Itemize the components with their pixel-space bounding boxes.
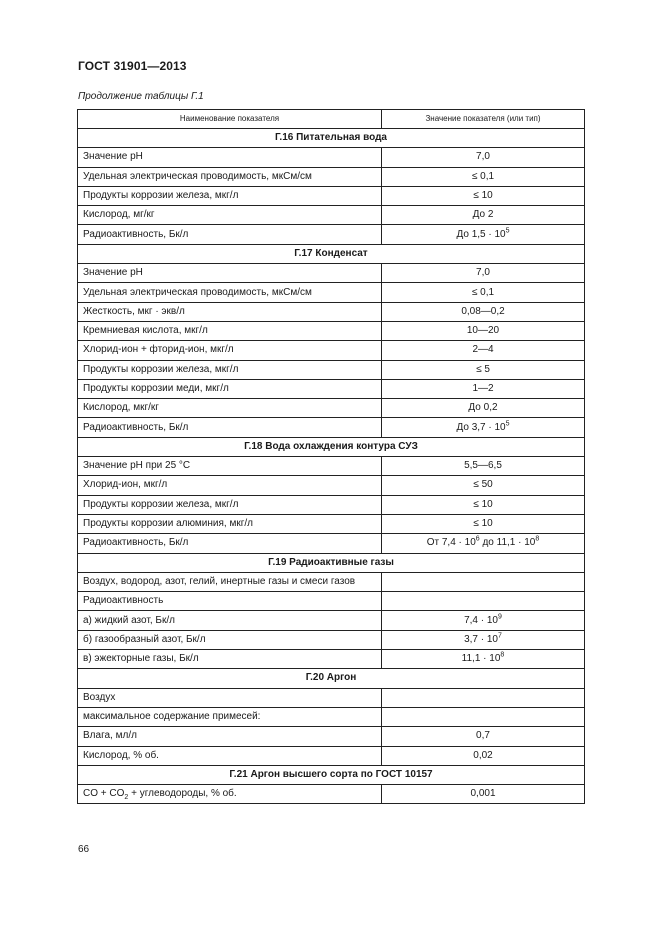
indicator-name-text: Кислород, % об. [83, 749, 159, 761]
table-row [78, 399, 585, 418]
table-row [78, 206, 585, 225]
indicator-name-text: а) жидкий азот, Бк/л [83, 614, 175, 626]
indicator-value [382, 707, 585, 726]
indicator-name [78, 572, 382, 591]
indicator-name-text: Продукты коррозии железа, мкг/л [83, 498, 239, 510]
table-row [78, 785, 585, 804]
table-row [78, 572, 585, 591]
indicator-value-text: ≤ 10 [473, 518, 493, 530]
indicator-value-text: 0,08—0,2 [461, 305, 505, 317]
indicator-value [382, 592, 585, 611]
table-row [78, 341, 585, 360]
indicator-name [78, 707, 382, 726]
indicator-value-text: 1—2 [472, 383, 494, 394]
indicator-name [78, 785, 382, 804]
table-row [78, 650, 585, 669]
table-row [78, 534, 585, 553]
indicator-value-text: ≤ 0,1 [471, 170, 495, 182]
indicator-name-text: Кислород, мкг/кг [83, 402, 159, 414]
indicator-name [78, 341, 382, 360]
indicator-value [382, 321, 585, 340]
indicator-value [382, 225, 585, 244]
indicator-value [382, 264, 585, 283]
indicator-name [78, 206, 382, 225]
indicator-value [382, 785, 585, 804]
indicator-value [382, 206, 585, 225]
indicator-value-text: 0,02 [473, 749, 493, 761]
indicator-value-text: ≤ 0,1 [471, 286, 495, 298]
indicator-name-text: Радиоактивность, Бк/л [83, 421, 189, 433]
indicator-name [78, 611, 382, 630]
indicator-name-text: Значение pH [83, 151, 143, 163]
section-title: Г.20 Аргон [78, 669, 585, 688]
table-row [78, 611, 585, 630]
indicator-name-text: CO + CO [83, 788, 125, 800]
indicator-name-text: Продукты коррозии алюминия, мкг/л [83, 518, 253, 530]
section-header-row [78, 669, 585, 688]
indicator-name-text: Влага, мл/л [83, 730, 137, 742]
section-header-row [78, 129, 585, 148]
table-row [78, 727, 585, 746]
indicator-name-text: Значение pH при 25 °С [83, 460, 191, 472]
indicator-value [382, 534, 585, 553]
indicator-name-text: Радиоактивность, Бк/л [83, 537, 189, 549]
indicator-value-text: От 7,4 · 10 [426, 537, 476, 549]
table-row [78, 167, 585, 186]
indicator-value [382, 495, 585, 514]
indicator-value [382, 418, 585, 437]
column-header-name: Наименование показателя [78, 110, 382, 129]
indicator-value-text: 7,0 [476, 267, 490, 279]
indicator-name-text: Воздух, водород, азот, гелий, инертные газы и смеси газов [83, 575, 356, 587]
indicator-name [78, 534, 382, 553]
indicator-value-text: 3,7 · 10 [464, 633, 498, 645]
indicator-value-text: 2—4 [472, 344, 494, 356]
indicator-value-text: 5,5—6,5 [464, 460, 502, 472]
value-exponent: 5 [505, 420, 510, 428]
table-row [78, 457, 585, 476]
indicator-name [78, 360, 382, 379]
indicator-name [78, 186, 382, 205]
section-header-row [78, 553, 585, 572]
indicator-name-text: Жесткость, мкг · экв/л [83, 305, 185, 317]
value-exponent: 8 [500, 651, 505, 659]
indicator-value [382, 360, 585, 379]
indicator-value [382, 167, 585, 186]
indicator-value [382, 630, 585, 649]
section-header-row [78, 437, 585, 456]
indicator-name [78, 148, 382, 167]
indicator-value-text: 11,1 · 10 [461, 653, 501, 665]
indicator-value [382, 572, 585, 591]
table-row [78, 302, 585, 321]
indicator-name [78, 457, 382, 476]
indicator-name-text: в) эжекторные газы, Бк/л [83, 653, 199, 665]
indicator-value [382, 341, 585, 360]
indicator-value-text: ≤ 10 [473, 498, 493, 510]
value-exponent: 5 [505, 227, 510, 235]
value-exponent: 6 [475, 536, 480, 544]
document-header: ГОСТ 31901—2013 [78, 59, 187, 73]
indicator-name [78, 399, 382, 418]
table-row [78, 418, 585, 437]
indicator-name [78, 514, 382, 533]
indicator-value-text: 0,7 [476, 730, 490, 742]
indicator-name-text: Хлорид-ион + фторид-ион, мкг/л [83, 344, 234, 356]
column-header-value: Значение показателя (или тип) [382, 110, 585, 129]
table-row [78, 476, 585, 495]
indicator-name [78, 302, 382, 321]
table-row [78, 495, 585, 514]
indicator-value [382, 283, 585, 302]
indicator-name [78, 592, 382, 611]
indicator-value-text: 7,4 · 10 [464, 614, 498, 626]
indicator-name-text: Воздух [83, 691, 116, 703]
table-row [78, 148, 585, 167]
table-row [78, 186, 585, 205]
indicator-name [78, 476, 382, 495]
indicator-value-text: 10—20 [466, 325, 500, 337]
indicator-name [78, 688, 382, 707]
indicator-name [78, 418, 382, 437]
indicator-name [78, 264, 382, 283]
table-column-header-row [78, 110, 585, 129]
table-row [78, 283, 585, 302]
table-row [78, 707, 585, 726]
indicator-value [382, 650, 585, 669]
table-row [78, 746, 585, 765]
value-exponent: 9 [498, 613, 502, 621]
indicator-name [78, 727, 382, 746]
table-row [78, 688, 585, 707]
value-exponent: 7 [498, 632, 502, 640]
indicator-value [382, 186, 585, 205]
indicator-value-text-2: до 11,1 · 10 [479, 537, 536, 549]
table-caption: Продолжение таблицы Г.1 [78, 91, 204, 102]
indicator-name-text: Продукты коррозии меди, мкг/л [83, 383, 229, 394]
indicator-name [78, 225, 382, 244]
section-header-row [78, 244, 585, 263]
indicator-name-subscript: 2 [124, 794, 129, 802]
indicator-value-text: ≤ 5 [476, 363, 490, 375]
indicator-name-text: Продукты коррозии железа, мкг/л [83, 363, 239, 375]
indicator-name-text: Кремниевая кислота, мкг/л [83, 325, 208, 337]
indicator-name-text: б) газообразный азот, Бк/л [83, 633, 206, 645]
indicator-name-tail: + углеводороды, % об. [128, 788, 237, 800]
indicator-name [78, 650, 382, 669]
indicator-value [382, 727, 585, 746]
specification-table [77, 109, 585, 804]
table-row [78, 264, 585, 283]
indicator-value [382, 688, 585, 707]
indicator-name-text: Удельная электрическая проводимость, мкСм/см [83, 286, 312, 298]
indicator-value-text: До 1,5 · 10 [456, 228, 506, 240]
indicator-name [78, 321, 382, 340]
indicator-name [78, 495, 382, 514]
section-title: Г.21 Аргон высшего сорта по ГОСТ 10157 [78, 765, 585, 784]
indicator-value-text: До 0,2 [468, 402, 498, 414]
indicator-value [382, 514, 585, 533]
indicator-name [78, 283, 382, 302]
table-row [78, 514, 585, 533]
indicator-value-text: ≤ 50 [473, 479, 493, 491]
indicator-name-text: Продукты коррозии железа, мкг/л [83, 190, 239, 202]
table-row [78, 630, 585, 649]
indicator-value-text: До 3,7 · 10 [456, 421, 506, 433]
table-row [78, 321, 585, 340]
indicator-value [382, 379, 585, 398]
section-title: Г.16 Питательная вода [78, 129, 585, 148]
indicator-value-text: До 2 [472, 209, 494, 221]
table-row [78, 592, 585, 611]
indicator-value-text: ≤ 10 [473, 190, 493, 202]
indicator-name-text: Кислород, мг/кг [83, 209, 155, 221]
indicator-name [78, 167, 382, 186]
value-exponent-2: 8 [535, 536, 540, 544]
table-row [78, 225, 585, 244]
indicator-value [382, 746, 585, 765]
indicator-value [382, 302, 585, 321]
indicator-name-text: Радиоактивность [83, 595, 164, 607]
page-number: 66 [78, 844, 90, 855]
table-row [78, 379, 585, 398]
indicator-value [382, 476, 585, 495]
indicator-name-text: Удельная электрическая проводимость, мкСм/см [83, 170, 312, 182]
indicator-name [78, 379, 382, 398]
section-header-row [78, 765, 585, 784]
indicator-value [382, 399, 585, 418]
indicator-name-text: Хлорид-ион, мкг/л [83, 479, 168, 491]
indicator-value-text: 7,0 [476, 151, 490, 163]
indicator-name-text: Радиоактивность, Бк/л [83, 228, 189, 240]
indicator-value [382, 457, 585, 476]
indicator-value-text: 0,001 [470, 788, 496, 800]
indicator-value [382, 148, 585, 167]
section-title: Г.18 Вода охлаждения контура СУЗ [78, 437, 585, 456]
indicator-name-text: Значение pH [83, 267, 143, 279]
section-title: Г.19 Радиоактивные газы [78, 553, 585, 572]
table-row [78, 360, 585, 379]
indicator-name [78, 746, 382, 765]
indicator-name [78, 630, 382, 649]
section-title: Г.17 Конденсат [78, 244, 585, 263]
indicator-name-text: максимальное содержание примесей: [83, 711, 261, 723]
indicator-value [382, 611, 585, 630]
